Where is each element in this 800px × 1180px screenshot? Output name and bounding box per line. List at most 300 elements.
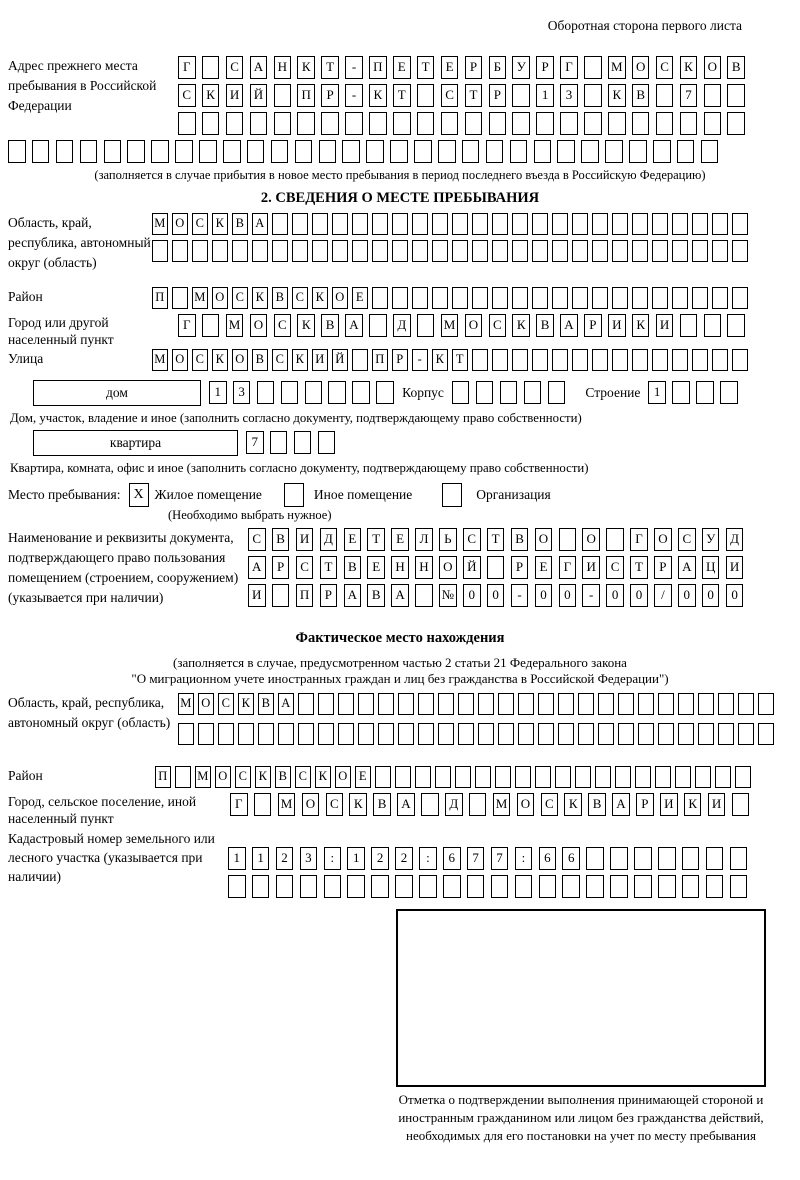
char-box[interactable] [704, 314, 722, 337]
char-box[interactable] [512, 112, 530, 135]
char-box[interactable] [392, 240, 408, 262]
char-box[interactable] [655, 766, 671, 788]
char-box[interactable]: К [252, 287, 268, 309]
char-box[interactable]: С [272, 349, 288, 371]
char-box[interactable] [198, 723, 214, 745]
char-box[interactable]: О [517, 793, 535, 816]
char-box[interactable] [458, 693, 474, 715]
char-box[interactable] [652, 287, 668, 309]
char-box[interactable]: О [198, 693, 214, 715]
char-box[interactable] [598, 693, 614, 715]
char-box[interactable] [586, 847, 604, 870]
char-box[interactable]: С [541, 793, 559, 816]
char-box[interactable] [552, 240, 568, 262]
char-box[interactable] [677, 140, 695, 163]
s2-ulitsa-boxes[interactable] [152, 349, 752, 371]
char-box[interactable] [238, 723, 254, 745]
char-box[interactable] [226, 112, 244, 135]
char-box[interactable] [720, 381, 738, 404]
char-box[interactable]: М [608, 56, 626, 79]
char-box[interactable]: И [312, 349, 328, 371]
char-box[interactable] [715, 766, 731, 788]
char-box[interactable] [312, 240, 328, 262]
char-box[interactable] [435, 766, 451, 788]
char-box[interactable]: С [296, 556, 314, 579]
char-box[interactable] [347, 875, 365, 898]
char-box[interactable] [738, 693, 754, 715]
char-box[interactable]: К [212, 349, 228, 371]
char-box[interactable] [252, 875, 270, 898]
char-box[interactable] [319, 140, 337, 163]
char-box[interactable] [415, 584, 433, 607]
char-box[interactable] [672, 240, 688, 262]
char-box[interactable] [104, 140, 122, 163]
char-box[interactable]: С [295, 766, 311, 788]
char-box[interactable] [680, 112, 698, 135]
char-box[interactable] [298, 723, 314, 745]
char-box[interactable]: В [344, 556, 362, 579]
char-box[interactable] [398, 723, 414, 745]
char-box[interactable] [718, 723, 734, 745]
char-box[interactable] [727, 84, 745, 107]
char-box[interactable]: Р [511, 556, 529, 579]
char-box[interactable] [712, 240, 728, 262]
char-box[interactable] [532, 349, 548, 371]
char-box[interactable] [575, 766, 591, 788]
char-box[interactable]: С [678, 528, 696, 551]
char-box[interactable]: 6 [443, 847, 461, 870]
char-box[interactable]: 0 [535, 584, 553, 607]
char-box[interactable] [489, 112, 507, 135]
char-box[interactable]: О [172, 349, 188, 371]
char-box[interactable] [417, 314, 435, 337]
char-box[interactable] [486, 140, 504, 163]
char-box[interactable] [696, 381, 714, 404]
char-box[interactable] [704, 112, 722, 135]
char-box[interactable] [706, 875, 724, 898]
char-box[interactable]: А [248, 556, 266, 579]
char-box[interactable]: Ь [439, 528, 457, 551]
char-box[interactable]: 0 [726, 584, 744, 607]
char-box[interactable]: 1 [252, 847, 270, 870]
char-box[interactable] [692, 240, 708, 262]
char-box[interactable] [452, 381, 470, 404]
char-box[interactable]: Н [415, 556, 433, 579]
char-box[interactable] [152, 240, 168, 262]
char-box[interactable]: 0 [678, 584, 696, 607]
char-box[interactable] [559, 528, 577, 551]
char-box[interactable] [653, 140, 671, 163]
char-box[interactable] [706, 847, 724, 870]
char-box[interactable]: Й [463, 556, 481, 579]
char-box[interactable] [672, 349, 688, 371]
char-box[interactable] [476, 381, 494, 404]
char-box[interactable] [352, 213, 368, 235]
fact-oblast-boxes-1[interactable] [178, 693, 778, 715]
char-box[interactable]: Т [367, 528, 385, 551]
char-box[interactable] [680, 314, 698, 337]
char-box[interactable]: К [564, 793, 582, 816]
char-box[interactable] [192, 240, 208, 262]
char-box[interactable] [555, 766, 571, 788]
char-box[interactable]: 3 [300, 847, 318, 870]
char-box[interactable]: С [463, 528, 481, 551]
char-box[interactable]: 1 [648, 381, 666, 404]
char-box[interactable] [432, 240, 448, 262]
char-box[interactable] [632, 213, 648, 235]
char-box[interactable] [272, 213, 288, 235]
char-box[interactable] [178, 723, 194, 745]
char-box[interactable]: Ц [702, 556, 720, 579]
char-box[interactable] [312, 213, 328, 235]
char-box[interactable] [395, 875, 413, 898]
char-box[interactable] [418, 723, 434, 745]
char-box[interactable] [658, 693, 674, 715]
char-box[interactable] [415, 766, 431, 788]
char-box[interactable]: В [511, 528, 529, 551]
char-box[interactable]: К [297, 314, 315, 337]
doc-row-3[interactable] [248, 584, 750, 607]
char-box[interactable]: С [226, 56, 244, 79]
char-box[interactable]: Г [230, 793, 248, 816]
char-box[interactable]: М [152, 349, 168, 371]
doc-row-2[interactable] [248, 556, 750, 579]
char-box[interactable]: П [369, 56, 387, 79]
char-box[interactable]: Е [441, 56, 459, 79]
char-box[interactable] [584, 56, 602, 79]
char-box[interactable]: Г [178, 56, 196, 79]
char-box[interactable] [512, 287, 528, 309]
char-box[interactable] [692, 213, 708, 235]
char-box[interactable] [732, 213, 748, 235]
char-box[interactable]: : [515, 847, 533, 870]
char-box[interactable]: 2 [371, 847, 389, 870]
char-box[interactable] [392, 287, 408, 309]
char-box[interactable] [478, 723, 494, 745]
char-box[interactable] [412, 240, 428, 262]
char-box[interactable] [492, 349, 508, 371]
char-box[interactable]: Р [654, 556, 672, 579]
char-box[interactable] [718, 693, 734, 715]
char-box[interactable] [338, 693, 354, 715]
char-box[interactable] [252, 240, 268, 262]
char-box[interactable]: К [680, 56, 698, 79]
char-box[interactable]: И [708, 793, 726, 816]
char-box[interactable]: А [560, 314, 578, 337]
char-box[interactable] [675, 766, 691, 788]
char-box[interactable]: Т [393, 84, 411, 107]
char-box[interactable]: М [195, 766, 211, 788]
fact-kadastr-boxes-1[interactable] [228, 847, 754, 870]
char-box[interactable] [732, 793, 750, 816]
char-box[interactable] [172, 240, 188, 262]
char-box[interactable]: С [248, 528, 266, 551]
char-box[interactable] [247, 140, 265, 163]
s2-gorod-boxes[interactable] [178, 314, 751, 337]
char-box[interactable] [338, 723, 354, 745]
char-box[interactable]: В [232, 213, 248, 235]
char-box[interactable] [378, 723, 394, 745]
char-box[interactable] [274, 84, 292, 107]
char-box[interactable] [592, 349, 608, 371]
char-box[interactable] [318, 431, 336, 454]
char-box[interactable]: Д [393, 314, 411, 337]
char-box[interactable]: В [321, 314, 339, 337]
char-box[interactable] [318, 693, 334, 715]
char-box[interactable]: П [296, 584, 314, 607]
char-box[interactable]: О [250, 314, 268, 337]
char-box[interactable] [712, 213, 728, 235]
char-box[interactable]: Е [391, 528, 409, 551]
char-box[interactable] [452, 213, 468, 235]
char-box[interactable] [443, 875, 461, 898]
char-box[interactable]: И [608, 314, 626, 337]
char-box[interactable] [452, 287, 468, 309]
char-box[interactable]: К [608, 84, 626, 107]
char-box[interactable] [672, 381, 690, 404]
char-box[interactable] [352, 349, 368, 371]
char-box[interactable]: А [344, 584, 362, 607]
char-box[interactable] [228, 875, 246, 898]
char-box[interactable] [371, 875, 389, 898]
char-box[interactable]: С [274, 314, 292, 337]
char-box[interactable] [272, 584, 290, 607]
char-box[interactable] [701, 140, 719, 163]
char-box[interactable] [393, 112, 411, 135]
char-box[interactable] [274, 112, 292, 135]
char-box[interactable] [524, 381, 542, 404]
char-box[interactable]: О [704, 56, 722, 79]
char-box[interactable] [518, 693, 534, 715]
char-box[interactable] [552, 287, 568, 309]
char-box[interactable] [558, 723, 574, 745]
char-box[interactable]: П [297, 84, 315, 107]
char-box[interactable]: С [192, 213, 208, 235]
char-box[interactable]: Т [417, 56, 435, 79]
char-box[interactable] [704, 84, 722, 107]
char-box[interactable]: О [302, 793, 320, 816]
char-box[interactable]: 7 [680, 84, 698, 107]
char-box[interactable] [618, 693, 634, 715]
char-box[interactable] [612, 240, 628, 262]
char-box[interactable]: 2 [395, 847, 413, 870]
char-box[interactable] [467, 875, 485, 898]
char-box[interactable]: 1 [347, 847, 365, 870]
char-box[interactable]: Т [452, 349, 468, 371]
char-box[interactable] [572, 287, 588, 309]
char-box[interactable]: И [660, 793, 678, 816]
char-box[interactable] [538, 693, 554, 715]
char-box[interactable] [758, 723, 774, 745]
char-box[interactable] [369, 112, 387, 135]
char-box[interactable] [441, 112, 459, 135]
char-box[interactable] [610, 847, 628, 870]
char-box[interactable] [578, 693, 594, 715]
char-box[interactable]: 7 [246, 431, 264, 454]
char-box[interactable] [572, 213, 588, 235]
char-box[interactable]: - [345, 84, 363, 107]
char-box[interactable]: Е [355, 766, 371, 788]
char-box[interactable] [730, 847, 748, 870]
char-box[interactable] [632, 240, 648, 262]
char-box[interactable] [698, 693, 714, 715]
char-box[interactable] [328, 381, 346, 404]
char-box[interactable]: 0 [606, 584, 624, 607]
char-box[interactable]: В [275, 766, 291, 788]
char-box[interactable] [56, 140, 74, 163]
char-box[interactable]: В [727, 56, 745, 79]
char-box[interactable] [634, 847, 652, 870]
char-box[interactable] [417, 112, 435, 135]
char-box[interactable]: О [654, 528, 672, 551]
char-box[interactable] [632, 112, 650, 135]
char-box[interactable]: О [582, 528, 600, 551]
char-box[interactable]: Г [630, 528, 648, 551]
char-box[interactable]: О [632, 56, 650, 79]
char-box[interactable] [412, 287, 428, 309]
char-box[interactable]: Л [415, 528, 433, 551]
char-box[interactable]: 2 [276, 847, 294, 870]
char-box[interactable]: Е [367, 556, 385, 579]
char-box[interactable] [352, 240, 368, 262]
char-box[interactable] [202, 56, 220, 79]
char-box[interactable]: 0 [463, 584, 481, 607]
char-box[interactable] [414, 140, 432, 163]
char-box[interactable] [398, 693, 414, 715]
char-box[interactable]: Е [393, 56, 411, 79]
char-box[interactable]: 0 [630, 584, 648, 607]
char-box[interactable] [281, 381, 299, 404]
char-box[interactable]: Д [445, 793, 463, 816]
char-box[interactable] [512, 349, 528, 371]
fact-raion-boxes[interactable] [155, 766, 755, 788]
char-box[interactable] [608, 112, 626, 135]
char-box[interactable] [223, 140, 241, 163]
char-box[interactable] [372, 213, 388, 235]
char-box[interactable]: К [212, 213, 228, 235]
char-box[interactable]: С [178, 84, 196, 107]
char-box[interactable]: П [152, 287, 168, 309]
fact-kadastr-boxes-2[interactable] [228, 875, 754, 898]
char-box[interactable]: X [129, 483, 149, 507]
char-box[interactable]: 0 [487, 584, 505, 607]
char-box[interactable] [712, 287, 728, 309]
char-box[interactable] [652, 349, 668, 371]
char-box[interactable] [151, 140, 169, 163]
char-box[interactable] [392, 213, 408, 235]
char-box[interactable] [8, 140, 26, 163]
char-box[interactable] [472, 240, 488, 262]
char-box[interactable]: : [419, 847, 437, 870]
char-box[interactable]: О [335, 766, 351, 788]
char-box[interactable] [618, 723, 634, 745]
char-box[interactable] [692, 287, 708, 309]
char-box[interactable]: О [212, 287, 228, 309]
char-box[interactable]: Е [535, 556, 553, 579]
char-box[interactable]: С [656, 56, 674, 79]
char-box[interactable] [432, 287, 448, 309]
char-box[interactable]: И [296, 528, 314, 551]
char-box[interactable] [712, 349, 728, 371]
char-box[interactable] [172, 287, 188, 309]
char-box[interactable]: С [489, 314, 507, 337]
char-box[interactable]: - [345, 56, 363, 79]
char-box[interactable]: 0 [559, 584, 577, 607]
char-box[interactable]: М [441, 314, 459, 337]
char-box[interactable] [534, 140, 552, 163]
char-box[interactable]: М [178, 693, 194, 715]
char-box[interactable]: И [248, 584, 266, 607]
char-box[interactable] [572, 349, 588, 371]
char-box[interactable] [652, 240, 668, 262]
char-box[interactable]: Р [321, 84, 339, 107]
char-box[interactable] [586, 875, 604, 898]
char-box[interactable] [732, 349, 748, 371]
char-box[interactable] [672, 213, 688, 235]
char-box[interactable]: М [192, 287, 208, 309]
char-box[interactable] [175, 766, 191, 788]
char-box[interactable]: 6 [562, 847, 580, 870]
char-box[interactable]: В [272, 528, 290, 551]
char-box[interactable]: О [232, 349, 248, 371]
char-box[interactable] [271, 140, 289, 163]
char-box[interactable]: В [536, 314, 554, 337]
char-box[interactable] [292, 213, 308, 235]
char-box[interactable] [552, 213, 568, 235]
char-box[interactable] [272, 240, 288, 262]
char-box[interactable] [372, 240, 388, 262]
char-box[interactable] [682, 847, 700, 870]
char-box[interactable]: О [535, 528, 553, 551]
char-box[interactable] [498, 693, 514, 715]
char-box[interactable]: О [172, 213, 188, 235]
char-box[interactable]: К [632, 314, 650, 337]
char-box[interactable]: П [155, 766, 171, 788]
char-box[interactable] [80, 140, 98, 163]
char-box[interactable]: Р [536, 56, 554, 79]
char-box[interactable]: Т [321, 56, 339, 79]
char-box[interactable] [469, 793, 487, 816]
char-box[interactable]: 1 [536, 84, 554, 107]
char-box[interactable] [417, 84, 435, 107]
char-box[interactable] [592, 240, 608, 262]
char-box[interactable] [512, 84, 530, 107]
char-box[interactable] [276, 875, 294, 898]
char-box[interactable]: Д [320, 528, 338, 551]
zhiloe-checkbox[interactable] [129, 483, 149, 507]
char-box[interactable]: С [606, 556, 624, 579]
char-box[interactable] [465, 112, 483, 135]
kvartira-boxes[interactable] [246, 431, 342, 454]
char-box[interactable]: Н [391, 556, 409, 579]
char-box[interactable] [284, 483, 304, 507]
char-box[interactable] [727, 314, 745, 337]
char-box[interactable] [548, 381, 566, 404]
char-box[interactable]: Е [344, 528, 362, 551]
char-box[interactable] [612, 349, 628, 371]
char-box[interactable]: С [292, 287, 308, 309]
char-box[interactable] [638, 723, 654, 745]
char-box[interactable] [295, 140, 313, 163]
char-box[interactable] [615, 766, 631, 788]
char-box[interactable]: 1 [209, 381, 227, 404]
char-box[interactable]: - [582, 584, 600, 607]
char-box[interactable] [318, 723, 334, 745]
char-box[interactable] [738, 723, 754, 745]
char-box[interactable] [727, 112, 745, 135]
char-box[interactable]: А [678, 556, 696, 579]
char-box[interactable] [297, 112, 315, 135]
